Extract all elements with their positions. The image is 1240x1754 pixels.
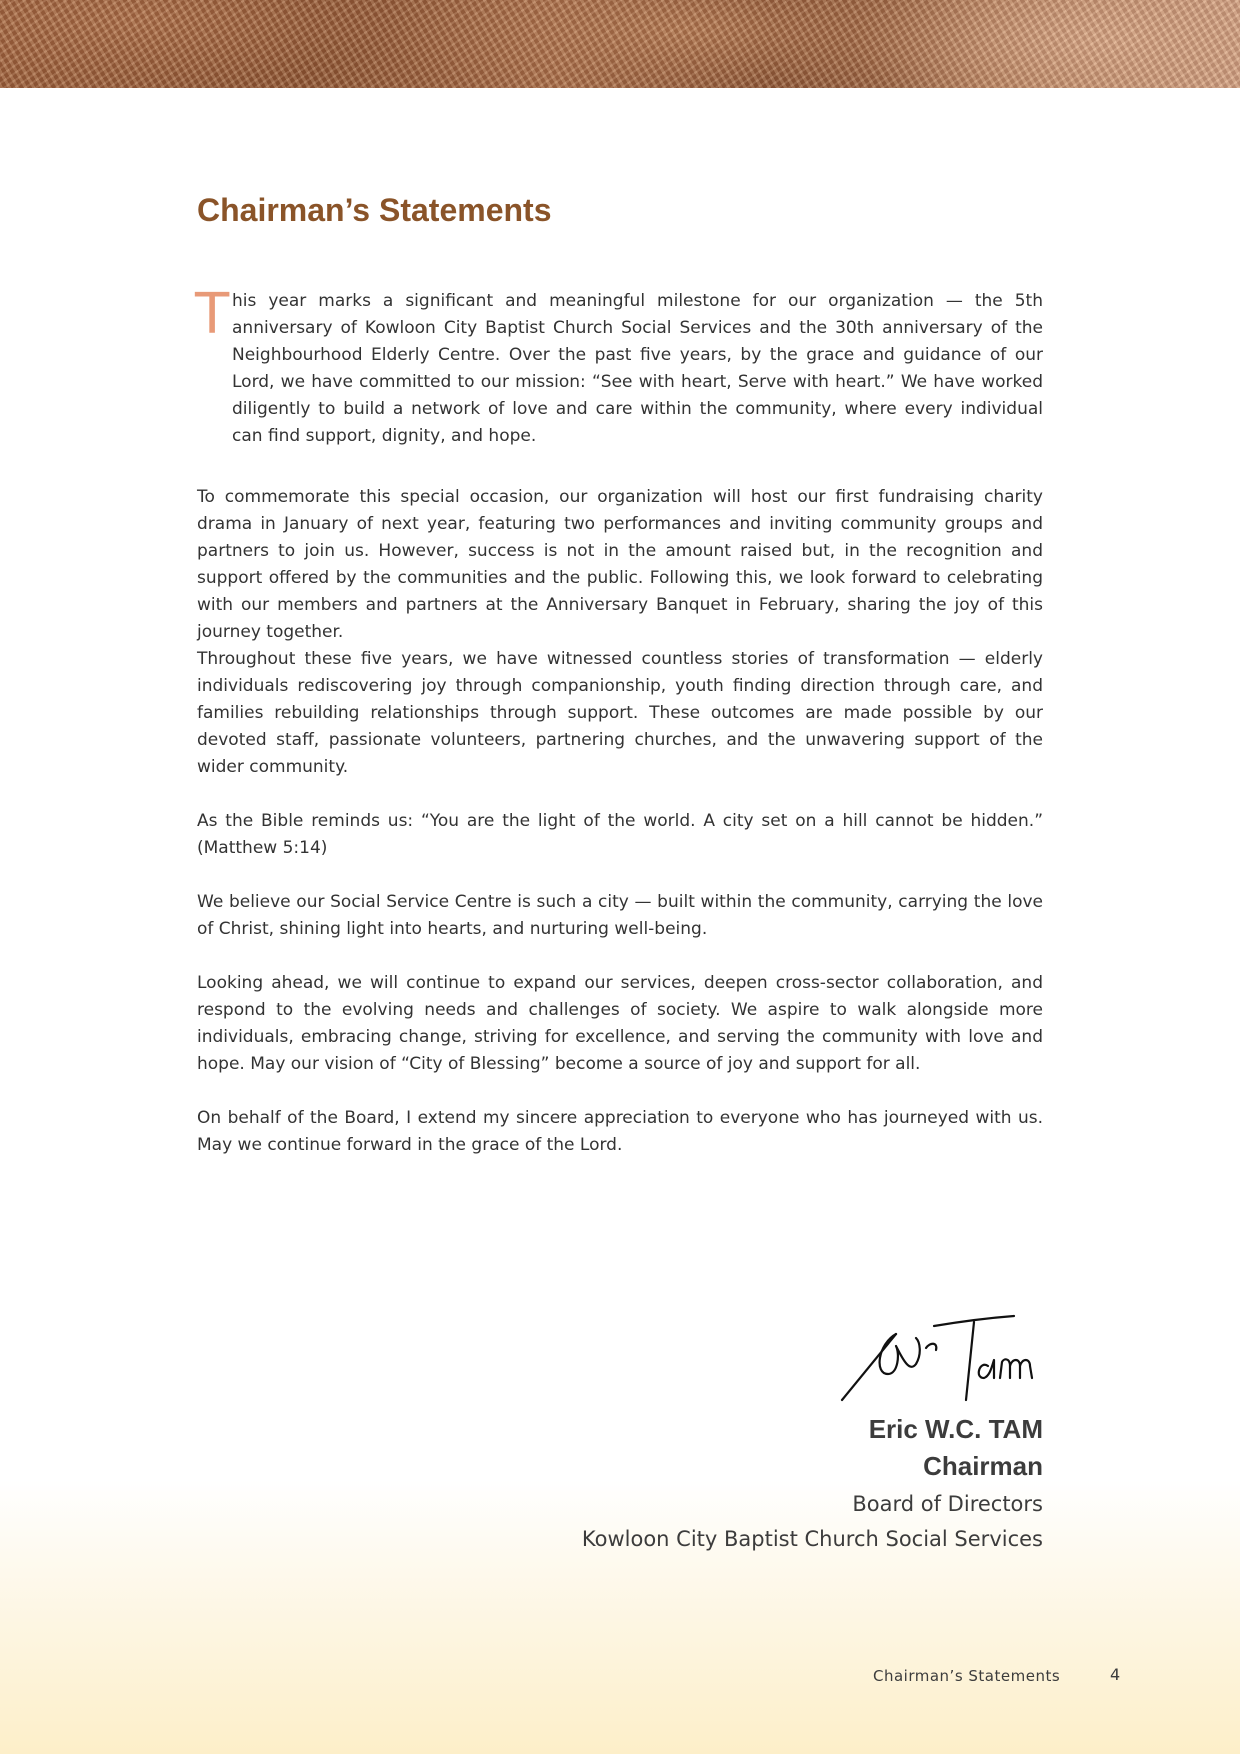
paragraph-5: We believe our Social Service Centre is such a city — built within the community, carrying the love of Christ, shining light into hearts, and nurturing well-being. <box>197 892 1043 939</box>
footer-section-label: Chairman’s Statements <box>873 1667 1061 1685</box>
handwritten-signature <box>838 1304 1048 1404</box>
paragraph-6: Looking ahead, we will continue to expand our services, deepen cross-sector collaboration, and respond to the evolving needs and challenges of society. We aspire to walk alongside more individuals, embracing change, striving for excellence, and serving the community with love and hope. May our vision of “City of Blessing” become a source of joy and support for all. <box>197 973 1043 1074</box>
signatory-organization: Kowloon City Baptist Church Social Services <box>581 1527 1043 1551</box>
paragraph-1: his year marks a significant and meaningful milestone for our organization — the 5th anniversary of Kowloon City Baptist Church Social Services and the 30th anniversary of the Neighbourhood Elderly Centre. Over the past five years, by the grace and guidance of our Lord, we have committed to our mission: “See with heart, Serve with heart.” We have worked diligently to build a network of love and care within the community, where every individual can find support, dignity, and hope. <box>232 291 1043 446</box>
page-number: 4 <box>1110 1665 1121 1684</box>
signatory-board: Board of Directors <box>852 1492 1043 1516</box>
drop-cap: T <box>195 282 230 347</box>
signatory-role: Chairman <box>923 1451 1043 1481</box>
page-title: Chairman’s Statements <box>197 192 552 228</box>
signatory-name: Eric W.C. TAM <box>868 1414 1043 1444</box>
paragraph-3: Throughout these five years, we have witnessed countless stories of transformation — elderly individuals rediscovering joy through companionship, youth finding direction through care, and families rebuilding relationships through support. These outcomes are made possible by our devoted staff, passionate volunteers, partnering churches, and the unwavering support of the wider community. <box>197 649 1043 777</box>
paragraph-4: As the Bible reminds us: “You are the light of the world. A city set on a hill cannot be hidden.” (Matthew 5:14) <box>197 811 1043 858</box>
paragraph-2: To commemorate this special occasion, our organization will host our first fundraising charity drama in January of next year, featuring two performances and inviting community groups and partners to join us. However, success is not in the amount raised but, in the recognition and support offered by the communities and the public. Following this, we look forward to celebrating with our members and partners at the Anniversary Banquet in February, sharing the joy of this journey together. <box>197 487 1043 642</box>
paragraph-7: On behalf of the Board, I extend my sincere appreciation to everyone who has journeyed with us. May we continue forward in the grace of the Lord. <box>197 1108 1043 1155</box>
header-banner-texture <box>0 0 1240 88</box>
